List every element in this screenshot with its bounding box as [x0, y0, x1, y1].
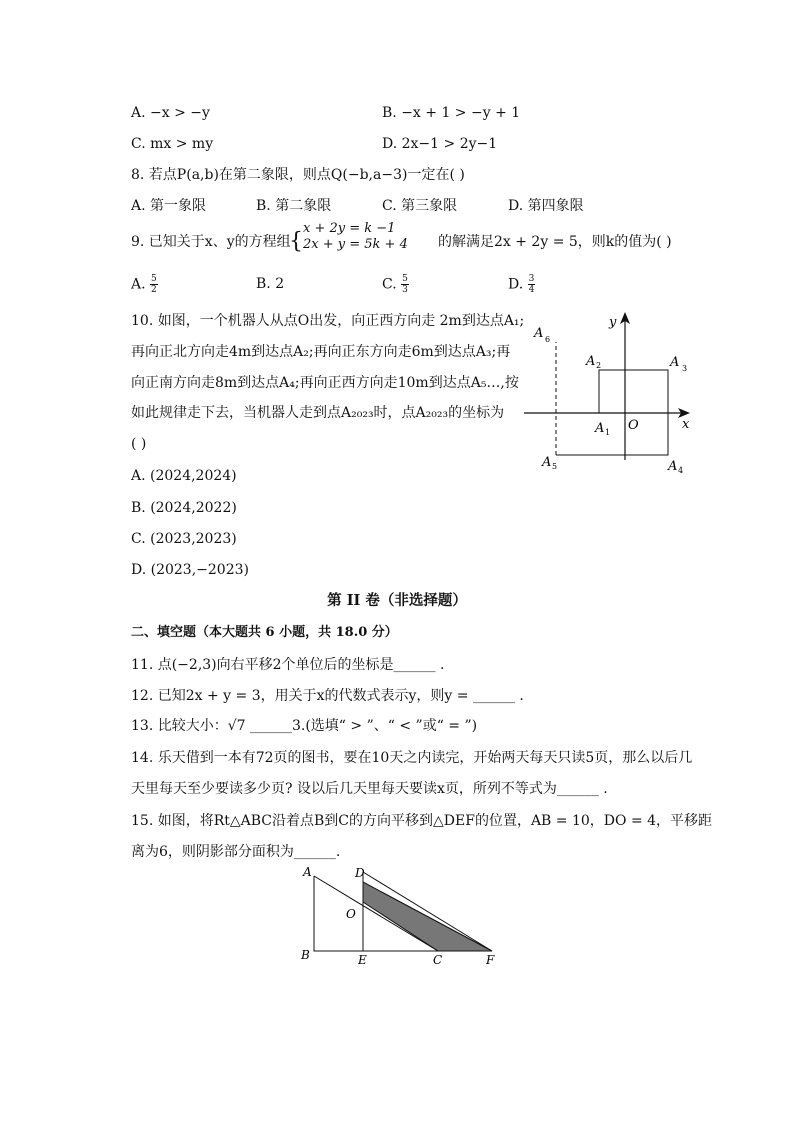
- q9-c-denominator: 3: [402, 285, 408, 295]
- q8-option-b: B. 第二象限: [256, 198, 332, 214]
- q8-stem: 8. 若点P(a,b)在第二象限，则点Q(−b,a−3)一定在( ): [131, 167, 465, 183]
- label-a3-sub: 3: [682, 364, 688, 373]
- q9-equation-2: 2x + y = 5k + 4: [303, 237, 408, 252]
- label-a6-sub: 6: [545, 335, 551, 344]
- q15-figure: [296, 862, 506, 968]
- q8-option-a: A. 第一象限: [131, 198, 207, 214]
- q10-line-1: 10. 如图，一个机器人从点O出发，向正西方向走 2m到达点A₁;: [131, 313, 525, 329]
- q10-figure: [520, 308, 700, 478]
- q9-option-d-fraction: [528, 274, 536, 295]
- label-a: A: [303, 865, 312, 879]
- q10-option-c: C. (2023,2023): [131, 531, 237, 547]
- q8-option-c: C. 第三象限: [382, 198, 458, 214]
- q11: 11. 点(−2,3)向右平移2个单位后的坐标是______ .: [131, 657, 445, 673]
- label-a2: A: [586, 354, 596, 369]
- label-a2-sub: 2: [596, 361, 602, 370]
- q15-line-1: 15. 如图，将Rt△ABC沿着点B到C的方向平移到△DEF的位置，AB = 10，DO = 4，平移距: [131, 813, 713, 829]
- q9-d-numerator: 3: [528, 274, 535, 284]
- q14-line-1: 14. 乐天借到一本有72页的图书，要在10天之内读完，开始两天每天只读5页，那么以后几: [131, 750, 693, 766]
- origin-label: O: [628, 418, 639, 433]
- q15-line-2: 离为6，则阴影部分面积为______.: [131, 844, 341, 860]
- q10-line-2: 再向正北方向走4m到达点A₂;再向正东方向走6m到达点A₃;再: [131, 344, 511, 360]
- q13: 13. 比较大小：√7 ______3.(选填“ > ”、“ < ”或“ = ”): [131, 718, 478, 734]
- q9-option-a: [131, 274, 158, 295]
- q10-line-3: 向正南方向走8m到达点A₄;再向正西方向走10m到达点A₅…,按: [131, 375, 519, 391]
- section-title: 第 II 卷（非选择题）: [327, 592, 467, 609]
- q9-option-c-label: C.: [382, 276, 397, 293]
- shaded-region: [363, 882, 492, 951]
- q7-option-a: A. −x > −y: [131, 105, 210, 121]
- label-a4: A: [668, 459, 678, 474]
- q10-option-d: D. (2023,−2023): [131, 562, 249, 578]
- q9-option-a-fraction: [150, 274, 158, 295]
- q14-line-2: 天里每天至少要读多少页? 设以后几天里每天要读x页，所列不等式为______ .: [131, 781, 608, 797]
- q9-brace: {: [289, 229, 303, 254]
- fill-in-heading: 二、填空题（本大题共 6 小题，共 18.0 分）: [131, 625, 398, 640]
- label-a1-sub: 1: [605, 428, 611, 437]
- label-b: B: [301, 948, 310, 962]
- q9-equation-1: x + 2y = k −1: [303, 221, 396, 236]
- q7-option-c: C. mx > my: [131, 136, 214, 152]
- q9-option-c-fraction: [401, 274, 409, 295]
- label-a5: A: [542, 455, 552, 470]
- q9-c-numerator: 5: [402, 274, 408, 284]
- label-e: E: [358, 953, 367, 967]
- q9-option-b: B. 2: [256, 276, 285, 292]
- label-c: C: [433, 953, 443, 967]
- q9-option-a-label: A.: [131, 276, 146, 293]
- label-a6: A: [534, 326, 544, 341]
- x-axis-label: x: [682, 417, 690, 432]
- q7-option-b: B. −x + 1 > −y + 1: [382, 105, 521, 121]
- q9-option-c: [382, 274, 409, 295]
- q10-option-a: A. (2024,2024): [131, 468, 237, 484]
- q10-line-4: 如此规律走下去，当机器人走到点A₂₀₂₃时，点A₂₀₂₃的坐标为: [131, 405, 505, 421]
- q9-a-numerator: 5: [151, 274, 157, 284]
- q10-line-5: ( ): [131, 436, 147, 452]
- label-f: F: [486, 953, 495, 967]
- q9-d-denominator: 4: [528, 285, 535, 295]
- label-d: D: [355, 866, 365, 880]
- label-a3: A: [670, 355, 680, 370]
- q9-option-d: [508, 274, 535, 295]
- label-a4-sub: 4: [678, 466, 684, 475]
- q8-option-d: D. 第四象限: [508, 198, 584, 214]
- label-a1: A: [595, 421, 605, 436]
- q9-a-denominator: 2: [151, 285, 157, 295]
- label-a5-sub: 5: [552, 462, 558, 471]
- label-o: O: [346, 907, 356, 921]
- q9-stem-post: 的解满足2x + 2y = 5，则k的值为( ): [438, 234, 672, 250]
- q9-stem-pre: 9. 已知关于x、y的方程组: [131, 234, 291, 250]
- y-axis-label: y: [609, 315, 617, 330]
- q9-option-d-label: D.: [508, 276, 524, 293]
- q7-option-d: D. 2x−1 > 2y−1: [382, 136, 498, 152]
- q10-option-b: B. (2024,2022): [131, 500, 237, 516]
- q12: 12. 已知2x + y = 3，用关于x的代数式表示y，则y = ______ .: [131, 688, 524, 704]
